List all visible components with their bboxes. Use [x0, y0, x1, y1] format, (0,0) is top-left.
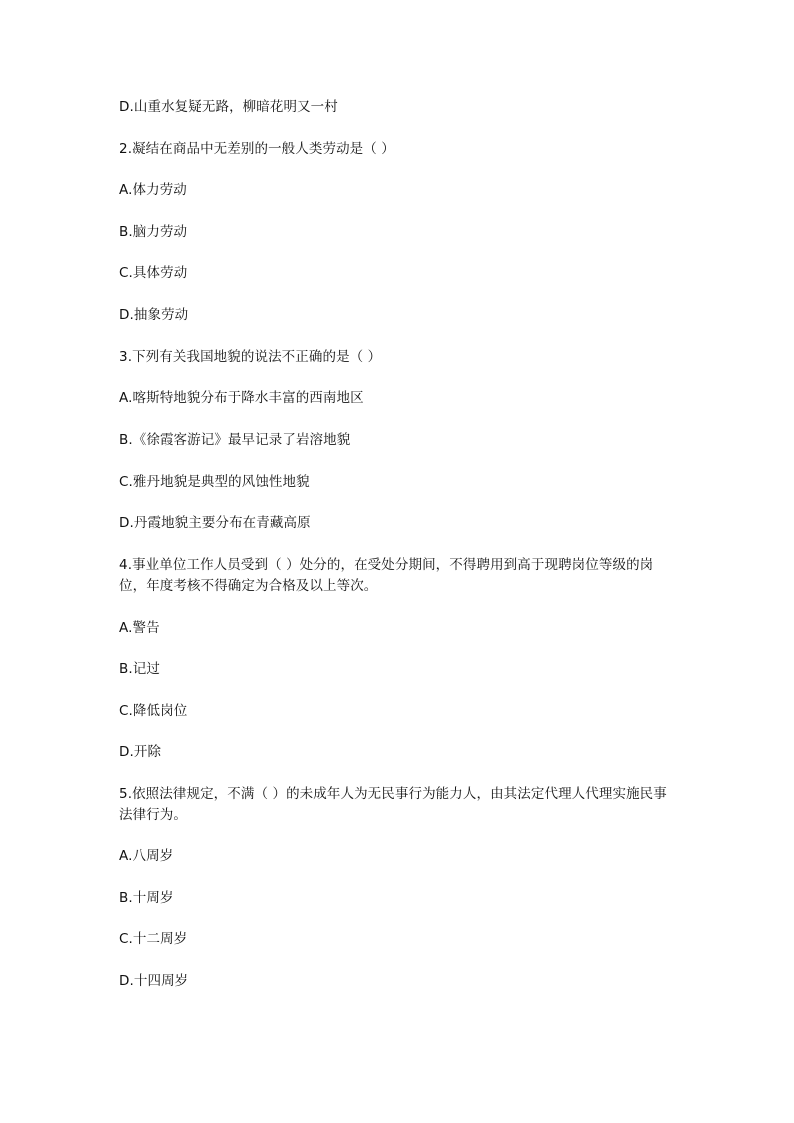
q4-option-b: B.记过 — [119, 661, 160, 677]
q2-option-d: D.抽象劳动 — [119, 307, 189, 323]
q1-option-d: D.山重水复疑无路，柳暗花明又一村 — [119, 99, 338, 115]
q3-option-d: D.丹霞地貌主要分布在青藏高原 — [119, 515, 311, 531]
q3-stem: 3.下列有关我国地貌的说法不正确的是（ ） — [119, 349, 382, 365]
q5-stem: 5.依照法律规定，不满（ ）的未成年人为无民事行为能力人，由其法定代理人代理实施民事法律行为。 — [119, 786, 667, 823]
q2-option-b: B.脑力劳动 — [119, 224, 188, 240]
q4-stem: 4.事业单位工作人员受到（ ）处分的，在受处分期间，不得聘用到高于现聘岗位等级的岗位，年度考核不得确定为合格及以上等次。 — [119, 557, 654, 594]
q4-option-c: C.降低岗位 — [119, 703, 188, 719]
q5-option-c: C.十二周岁 — [119, 931, 188, 947]
q5-option-b: B.十周岁 — [119, 890, 174, 906]
q2-option-a: A.体力劳动 — [119, 182, 187, 198]
q4-option-d: D.开除 — [119, 744, 162, 760]
q2-option-c: C.具体劳动 — [119, 265, 188, 281]
q3-option-a: A.喀斯特地貌分布于降水丰富的西南地区 — [119, 390, 364, 406]
q2-stem: 2.凝结在商品中无差别的一般人类劳动是（ ） — [119, 141, 395, 157]
q5-option-d: D.十四周岁 — [119, 973, 189, 989]
q5-option-a: A.八周岁 — [119, 848, 174, 864]
q4-option-a: A.警告 — [119, 620, 160, 636]
q3-option-c: C.雅丹地貌是典型的风蚀性地貌 — [119, 474, 310, 490]
q3-option-b: B.《徐霞客游记》最早记录了岩溶地貌 — [119, 432, 351, 448]
